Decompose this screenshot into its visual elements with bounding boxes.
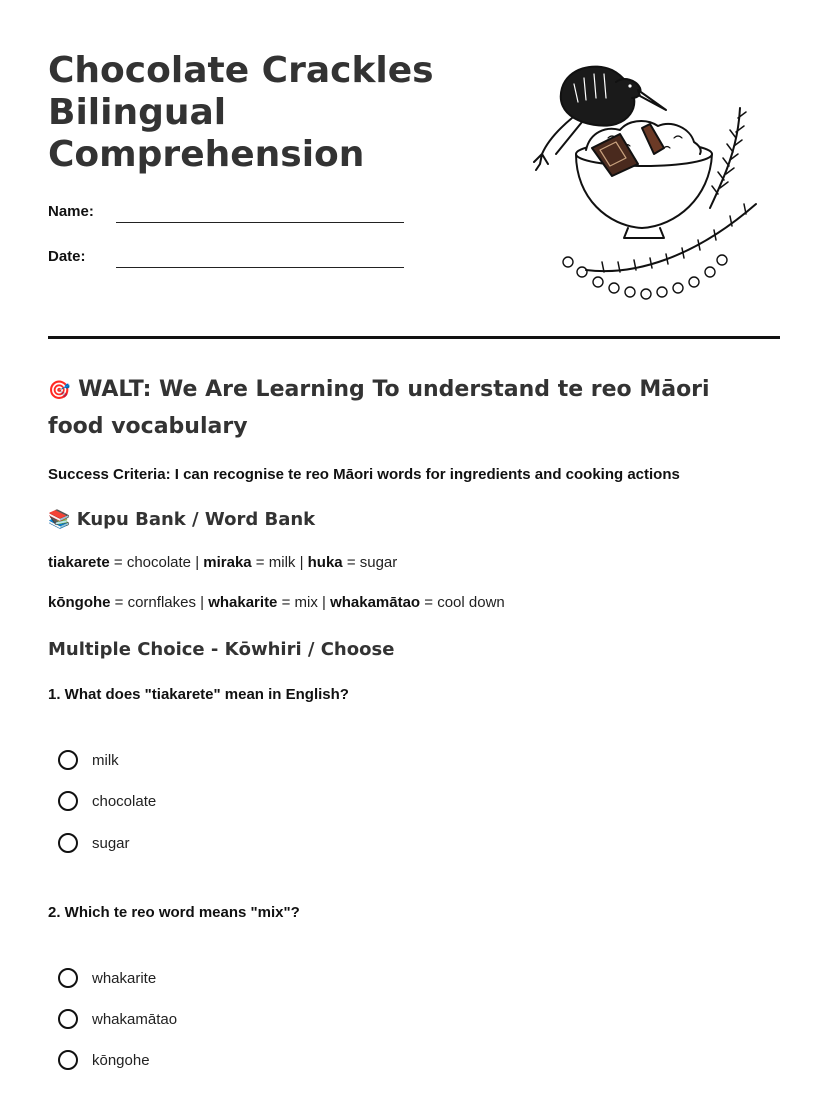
- answer-option[interactable]: [58, 1048, 150, 1072]
- kiwi-beak: [638, 90, 666, 110]
- books-icon: 📚: [48, 509, 71, 530]
- english-meaning: = cool down: [420, 594, 505, 611]
- option-label: whakamātao: [92, 1010, 178, 1028]
- date-label: Date:: [48, 248, 86, 265]
- maori-word: whakamātao: [330, 594, 421, 611]
- title-line: Bilingual: [48, 92, 227, 133]
- radio-button[interactable]: [58, 1050, 78, 1070]
- header-divider: [48, 336, 780, 339]
- multiple-choice-heading: Multiple Choice - Kōwhiri / Choose: [48, 639, 395, 660]
- answer-option[interactable]: [58, 1007, 177, 1031]
- option-label: kōngohe: [92, 1051, 150, 1069]
- success-criteria: Success Criteria: I can recognise te reo Māori words for ingredients and cooking actions: [48, 466, 680, 483]
- walt-heading: [48, 372, 748, 445]
- kiwi-body: [561, 67, 635, 126]
- english-meaning: = milk |: [251, 554, 308, 571]
- radio-button[interactable]: [58, 791, 78, 811]
- question-text: 1. What does "tiakarete" mean in English?: [48, 686, 349, 703]
- kiwi-leg: [534, 118, 572, 170]
- answer-option[interactable]: [58, 789, 156, 813]
- name-field[interactable]: [116, 222, 404, 223]
- maori-word: whakarite: [208, 594, 278, 611]
- maori-word: tiakarete: [48, 554, 110, 571]
- fern-branch: [710, 108, 740, 208]
- maori-word: huka: [307, 554, 343, 571]
- option-label: sugar: [92, 834, 130, 852]
- option-label: chocolate: [92, 792, 157, 810]
- radio-button[interactable]: [58, 968, 78, 988]
- maori-word: miraka: [203, 554, 252, 571]
- answer-option[interactable]: [58, 748, 119, 772]
- title-line: Comprehension: [48, 134, 365, 175]
- worksheet-title: [48, 50, 468, 176]
- word-bank-line: [48, 554, 397, 571]
- question-text: 2. Which te reo word means "mix"?: [48, 904, 300, 921]
- radio-button[interactable]: [58, 750, 78, 770]
- maori-word: kōngohe: [48, 594, 111, 611]
- date-field[interactable]: [116, 267, 404, 268]
- option-label: milk: [92, 751, 119, 769]
- target-icon: 🎯: [48, 380, 71, 401]
- word-bank-heading: [48, 509, 315, 530]
- english-meaning: = mix |: [277, 594, 331, 611]
- kiwi-bowl-illustration: [524, 58, 764, 308]
- answer-option[interactable]: [58, 831, 130, 855]
- name-label: Name:: [48, 203, 94, 220]
- radio-button[interactable]: [58, 1009, 78, 1029]
- koru-pattern: [563, 255, 727, 299]
- word-bank-heading-text: Kupu Bank / Word Bank: [76, 509, 316, 530]
- answer-option[interactable]: [58, 966, 156, 990]
- english-meaning: = chocolate |: [109, 554, 204, 571]
- radio-button[interactable]: [58, 833, 78, 853]
- option-label: whakarite: [92, 969, 157, 987]
- english-meaning: = cornflakes |: [110, 594, 209, 611]
- english-meaning: = sugar: [342, 554, 398, 571]
- word-bank-line: [48, 594, 505, 611]
- title-line: Chocolate Crackles: [48, 50, 434, 91]
- walt-text: WALT: We Are Learning To understand te reo Māori food vocabulary: [48, 377, 710, 439]
